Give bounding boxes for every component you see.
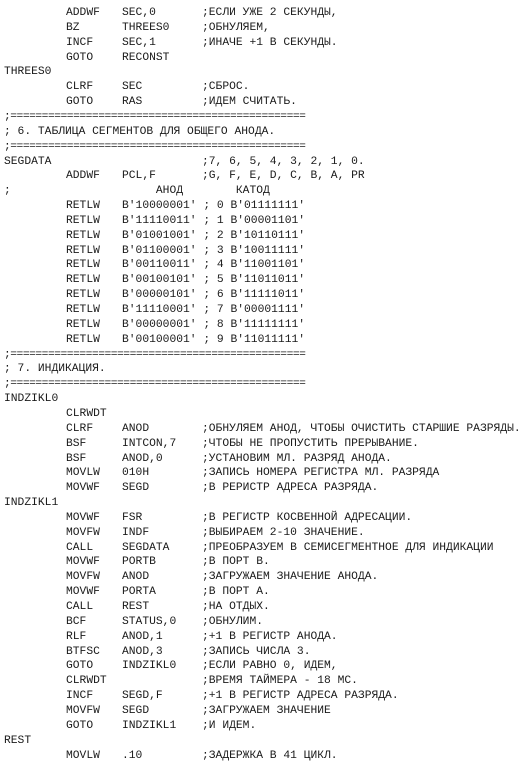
code-operand: PORTB [122,556,156,569]
code-line [0,541,527,555]
code-operand: THREES0 [122,21,170,34]
code-operand: SEC,1 [122,36,156,49]
code-line [0,734,527,748]
code-operand: RAS [122,96,143,109]
code-mnemonic: MOVFW [66,571,100,584]
code-operand: B'00100001' ; 9 B'11011111' [122,333,306,346]
code-mnemonic: CLRF [66,422,94,435]
code-line [0,704,527,718]
code-operand: INDZIKL0 [122,660,177,673]
code-comment: ;В ПОРТ В. [202,556,270,569]
code-comment: ;ЗАДЕРЖКА В 41 ЦИКЛ. [202,749,338,762]
code-line [0,362,527,376]
code-line [0,719,527,733]
code-line [0,674,527,688]
code-line [0,392,527,406]
code-comment: ;И ИДЕМ. [202,719,257,732]
code-mnemonic: BZ [66,21,80,34]
code-label: INDZIKL1 [4,497,59,510]
code-mnemonic: MOVLW [66,467,100,480]
code-mnemonic: RETLW [66,229,100,242]
code-mnemonic: INCF [66,690,94,703]
code-comment: ;ЗАПИСЬ НОМЕРА РЕГИСТРА МЛ. РАЗРЯДА [202,467,440,480]
code-mnemonic: CLRF [66,81,94,94]
code-operand: INDZIKL1 [122,719,177,732]
code-operand: INTCON,7 [122,437,177,450]
code-line [0,481,527,495]
code-comment: ;ЕСЛИ РАВНО 0, ИДЕМ, [202,660,338,673]
code-mnemonic: BSF [66,452,87,465]
code-mnemonic: ADDWF [66,7,100,19]
code-line [0,303,527,317]
code-mnemonic: RETLW [66,304,100,316]
code-operand: PCL,F [122,170,156,183]
code-comment: ;+1 В РЕГИСТР АНОДА. [202,630,338,643]
code-label: REST [4,734,32,747]
code-line [0,570,527,584]
code-comment: ;В РЕГИСТР КОСВЕННОЙ АДРЕСАЦИИ. [202,511,413,524]
code-operand: SEGDATA [122,541,170,554]
code-label: ; [4,185,11,198]
code-operand: B'11110001' ; 7 B'00001111' [122,304,306,316]
code-comment: ;ЗАГРУЖАЕМ ЗНАЧЕНИЕ [202,704,331,717]
code-line [0,689,527,703]
section-heading: ; 7. ИНДИКАЦИЯ. [4,363,106,376]
code-mnemonic: BSF [66,437,87,450]
code-line [0,466,527,480]
separator-line: ;=============================================== [4,140,306,153]
separator-line: ;=============================================== [4,378,306,391]
code-line [0,65,527,79]
code-comment: КАТОД [202,185,270,198]
code-mnemonic: MOVWF [66,482,100,495]
code-operand: B'00000101' ; 6 B'11111011' [122,289,306,302]
code-mnemonic: RETLW [66,289,100,302]
code-mnemonic: RETLW [66,244,100,257]
code-line [0,526,527,540]
code-line [0,199,527,213]
code-comment: ;ВЫБИРАЕМ 2-10 ЗНАЧЕНИЕ. [202,526,365,539]
code-line [0,214,527,228]
code-comment: ;ИНАЧЕ +1 В СЕКУНДЫ. [202,36,338,49]
code-comment: ;В РЕРИСТР АДРЕСА РАЗРЯДА. [202,482,379,495]
code-line [0,21,527,35]
code-mnemonic: MOVFW [66,704,100,717]
code-operand: REST [122,601,150,613]
code-operand: FSR [122,511,143,524]
code-line [0,258,527,272]
code-operand: SEGD [122,704,150,717]
code-label: SEGDATA [4,155,52,168]
code-operand: INDF [122,526,150,539]
code-operand: SEGD,F [122,690,163,703]
code-operand: B'10000001' ; 0 B'01111111' [122,200,306,212]
code-line [0,184,527,198]
code-mnemonic: BCF [66,615,87,628]
code-comment: ;ЧТОБЫ НЕ ПРОПУСТИТЬ ПРЕРЫВАНИЕ. [202,437,419,450]
code-operand: RECONST [122,51,170,64]
code-operand: SEC,0 [122,7,156,19]
code-mnemonic: MOVFW [66,526,100,539]
code-line [0,659,527,673]
code-mnemonic: RLF [66,630,87,643]
code-comment: ;ЗАПИСЬ ЧИСЛА 3. [202,645,311,658]
code-operand: ANOD [122,571,150,584]
code-mnemonic: ADDWF [66,170,100,183]
section-heading: ; 6. ТАБЛИЦА СЕГМЕНТОВ ДЛЯ ОБЩЕГО АНОДА. [4,125,276,138]
code-operand: .10 [122,749,143,762]
code-operand: B'00110011' ; 4 B'11001101' [122,259,306,272]
code-comment: ;ЕСЛИ УЖЕ 2 СЕКУНДЫ, [202,7,338,19]
code-line [0,630,527,644]
code-line [0,110,527,124]
code-mnemonic: GOTO [66,96,94,109]
code-comment: ;ВРЕМЯ ТАЙМЕРА - 18 МС. [202,675,358,688]
code-mnemonic: CALL [66,541,94,554]
code-comment: ;УСТАНОВИМ МЛ. РАЗРЯД АНОДА. [202,452,392,465]
code-line [0,169,527,183]
code-operand: SEGD [122,482,150,495]
code-line [0,422,527,436]
code-mnemonic: MOVWF [66,511,100,524]
code-line [0,244,527,258]
code-line [0,585,527,599]
code-operand: B'00000001' ; 8 B'11111111' [122,318,306,331]
code-line [0,80,527,94]
code-line [0,140,527,154]
code-mnemonic: MOVWF [66,556,100,569]
code-comment: ;7, 6, 5, 4, 3, 2, 1, 0. [202,155,365,168]
code-operand: ANOD,0 [122,452,163,465]
code-mnemonic: MOVLW [66,749,100,762]
code-mnemonic: GOTO [66,51,94,64]
code-line [0,377,527,391]
code-operand: B'11110011' ; 1 B'00001101' [122,214,306,227]
code-line [0,51,527,65]
code-line [0,288,527,302]
code-line [0,615,527,629]
code-operand: 010H [122,467,150,480]
code-line [0,348,527,362]
separator-line: ;=============================================== [4,111,306,123]
code-mnemonic: RETLW [66,274,100,287]
code-mnemonic: RETLW [66,318,100,331]
code-line [0,645,527,659]
code-mnemonic: RETLW [66,200,100,212]
code-mnemonic: INCF [66,36,94,49]
code-line [0,600,527,614]
code-line [0,155,527,169]
code-comment: ;НА ОТДЫХ. [202,601,270,613]
code-operand: STATUS,0 [122,615,177,628]
code-line [0,6,527,20]
code-mnemonic: CALL [66,601,94,613]
code-comment: ;В ПОРТ А. [202,586,270,599]
code-comment: ;G, F, E, D, C, B, A, PR [202,170,365,183]
code-line [0,36,527,50]
code-comment: ;ПРЕОБРАЗУЕМ В СЕМИСЕГМЕНТНОЕ ДЛЯ ИНДИКАЦИИ [202,541,494,554]
code-operand: B'00100101' ; 5 B'11011011' [122,274,306,287]
code-line [0,333,527,347]
code-mnemonic: CLRWDT [66,407,107,420]
code-mnemonic: GOTO [66,719,94,732]
code-operand: B'01001001' ; 2 B'10110111' [122,229,306,242]
code-line [0,437,527,451]
code-line [0,555,527,569]
code-operand: ANOD,3 [122,645,163,658]
code-line [0,496,527,510]
code-line [0,511,527,525]
code-operand: PORTA [122,586,156,599]
code-label: THREES0 [4,66,52,79]
code-mnemonic: BTFSC [66,645,100,658]
code-mnemonic: RETLW [66,259,100,272]
code-operand: ANOD [122,422,150,435]
code-mnemonic: GOTO [66,660,94,673]
code-label: INDZIKL0 [4,393,59,406]
code-mnemonic: RETLW [66,214,100,227]
code-mnemonic: CLRWDT [66,675,107,688]
code-comment: ;ЗАГРУЖАЕМ ЗНАЧЕНИЕ АНОДА. [202,571,379,584]
code-line [0,407,527,421]
code-comment: ;ОБНУЛИМ. [202,615,264,628]
code-line [0,273,527,287]
separator-line: ;=============================================== [4,348,306,361]
code-comment: ;ОБНУЛЯЕМ, [202,21,270,34]
code-operand: SEC [122,81,143,94]
code-line [0,95,527,109]
code-operand: B'01100001' ; 3 B'10011111' [122,244,306,257]
code-line [0,452,527,466]
code-operand: ANOD,1 [122,630,163,643]
code-line [0,318,527,332]
code-mnemonic: RETLW [66,333,100,346]
code-operand: АНОД [122,185,184,198]
code-comment: ;ОБНУЛЯЕМ АНОД, ЧТОБЫ ОЧИСТИТЬ СТАРШИЕ РАЗРЯДЫ. [202,422,521,435]
code-comment: ;СБРОС. [202,81,250,94]
code-line [0,125,527,139]
code-comment: ;+1 В РЕГИСТР АДРЕСА РАЗРЯДА. [202,690,399,703]
code-line [0,229,527,243]
code-mnemonic: MOVWF [66,586,100,599]
code-comment: ;ИДЕМ СЧИТАТЬ. [202,96,297,109]
